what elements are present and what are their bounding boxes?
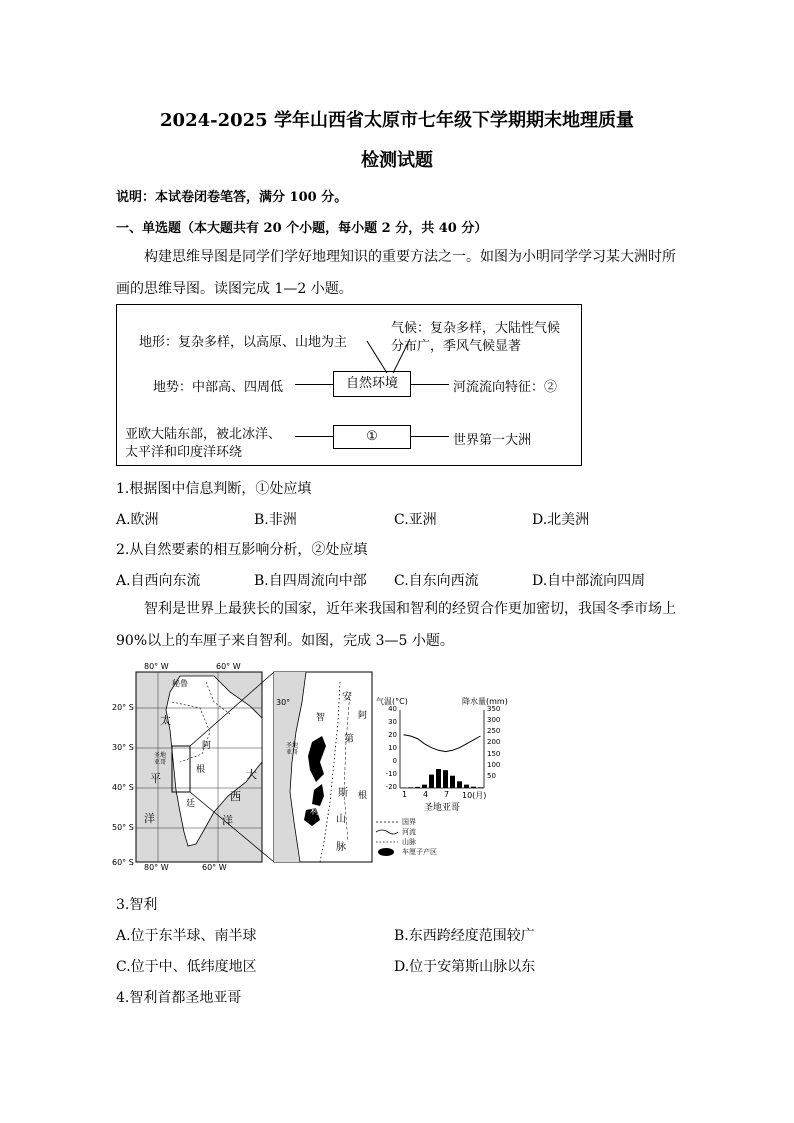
legend-cherry: 车厘子产区 xyxy=(402,848,437,856)
legend-mountain: 山脉 xyxy=(402,838,416,846)
month-tick: 1 xyxy=(402,790,408,799)
label-atlantic-3: 洋 xyxy=(222,814,233,827)
lat-label: 50° S xyxy=(112,823,134,832)
q1-option-c: C.亚洲 xyxy=(394,512,437,528)
precip-bar xyxy=(415,787,420,788)
mm-center-box: 自然环境 xyxy=(333,371,411,397)
chile-map-figure xyxy=(110,662,510,872)
legend-river: 河流 xyxy=(402,828,416,836)
label-pacific-3: 洋 xyxy=(144,812,155,825)
section-heading: 一、单选题（本大题共有 20 个小题，每小题 2 分，共 40 分） xyxy=(116,221,488,236)
q4-stem: 4.智利首都圣地亚哥 xyxy=(116,990,242,1006)
mm-line xyxy=(411,436,449,437)
label-santiago-main: 圣地亚哥 xyxy=(154,752,167,766)
inset-label-andes-1: 安 xyxy=(342,692,352,703)
mm-line xyxy=(295,384,333,385)
q2-option-b: B.自四周流向中部 xyxy=(254,573,367,589)
lon-top-2: 60° W xyxy=(216,662,241,671)
q3-option-d: D.位于安第斯山脉以东 xyxy=(394,959,536,975)
precip-tick: 250 xyxy=(487,727,501,736)
temp-tick: 20 xyxy=(388,731,397,739)
legend-river-symbol xyxy=(376,830,398,834)
temp-tick: -10 xyxy=(385,770,397,778)
inset-label-andes-4: 山 xyxy=(336,814,346,825)
exam-note: 说明：本试卷闭卷笔答，满分 100 分。 xyxy=(116,190,348,205)
mm-location-1: 亚欧大陆东部，被北冰洋、 xyxy=(125,427,282,442)
intro-paragraph-2: 智利是世界上最狭长的国家，近年来我国和智利的经贸合作更加密切，我国冬季市场上 90%以上的车厘子来自智利。如图，完成 3—5 小题。 xyxy=(116,601,676,649)
chile-map-svg xyxy=(110,662,510,872)
climate-chart-axes xyxy=(400,710,484,788)
legend-cherry-symbol xyxy=(378,848,394,856)
chart-precip-label: 降水量(mm) xyxy=(462,697,508,706)
lat-label: 60° S xyxy=(112,858,134,867)
lat-label: 40° S xyxy=(112,783,134,792)
inset-label-andes-2: 第 xyxy=(344,734,354,745)
month-tick: 10(月) xyxy=(462,791,487,800)
mm-blank-box: ① xyxy=(333,425,411,449)
mm-river: 河流流向特征：② xyxy=(453,380,558,395)
mm-line xyxy=(411,384,449,385)
temp-tick: 0 xyxy=(392,757,397,765)
precip-tick: 150 xyxy=(487,749,501,758)
mm-relief: 地势：中部高、四周低 xyxy=(153,380,284,395)
precip-bar xyxy=(429,775,434,788)
label-argentina-1: 阿 xyxy=(202,741,212,751)
q2-option-d: D.自中部流向四周 xyxy=(532,573,646,589)
mm-location-2: 太平洋和印度洋环绕 xyxy=(125,445,243,460)
temp-tick: 40 xyxy=(388,705,397,713)
inset-lat-label: 30° xyxy=(276,698,291,707)
precip-bar xyxy=(478,787,483,788)
mind-map xyxy=(116,304,582,466)
map-legend xyxy=(376,822,398,856)
climate-chart-bars xyxy=(401,769,483,788)
precip-bar xyxy=(464,785,469,788)
inset-label-santiago: 圣地亚哥 xyxy=(286,742,299,756)
label-pacific-1: 太 xyxy=(160,714,171,727)
legend-border: 国界 xyxy=(402,818,416,826)
month-tick: 4 xyxy=(423,790,429,799)
precip-bar xyxy=(436,769,441,788)
q1-option-b: B.非洲 xyxy=(254,512,297,528)
precip-bar xyxy=(422,785,427,788)
inset-label-andes-5: 脉 xyxy=(336,842,346,853)
inset-label-andes-3: 斯 xyxy=(338,788,348,799)
mm-line xyxy=(295,436,333,437)
label-peru: 秘鲁 xyxy=(172,679,188,688)
inset-label-argentina-1: 阿 xyxy=(358,711,368,721)
inset-label-chile-2: 利 xyxy=(310,807,320,817)
temp-tick: -20 xyxy=(385,783,397,791)
precip-tick: 300 xyxy=(487,716,501,725)
q1-stem: 1.根据图中信息判断，①处应填 xyxy=(116,481,312,497)
intro-paragraph-1: 构建思维导图是同学们学好地理知识的重要方法之一。如图为小明同学学习某大洲时所画的思维导图。读图完成 1—2 小题。 xyxy=(116,249,676,297)
precip-bar xyxy=(457,781,462,788)
q2-stem: 2.从自然要素的相互影响分析，②处应填 xyxy=(116,542,368,558)
label-atlantic-2: 西 xyxy=(230,790,241,803)
q1-option-d: D.北美洲 xyxy=(532,512,590,528)
inset-label-chile-1: 智 xyxy=(316,713,326,723)
q3-option-c: C.位于中、低纬度地区 xyxy=(116,959,257,975)
temp-tick: 10 xyxy=(388,744,397,752)
q3-stem: 3.智利 xyxy=(116,897,158,913)
inset-label-argentina-2: 根 xyxy=(358,791,368,801)
precip-tick: 100 xyxy=(487,760,501,769)
mm-largest: 世界第一大洲 xyxy=(453,433,532,448)
label-pacific-2: 平 xyxy=(150,772,161,785)
page-title: 2024-2025 学年山西省太原市七年级下学期期末地理质量 xyxy=(160,110,634,131)
q3-option-a: A.位于东半球、南半球 xyxy=(116,928,257,944)
chart-station-name: 圣地亚哥 xyxy=(424,803,461,813)
lon-top-1: 80° W xyxy=(144,662,169,671)
precip-bar xyxy=(450,776,455,788)
precip-bar xyxy=(443,770,448,788)
lon-bottom-2: 60° W xyxy=(202,863,227,872)
precip-tick: 350 xyxy=(487,705,501,713)
label-argentina-2: 根 xyxy=(196,765,206,775)
mm-terrain: 地形：复杂多样，以高原、山地为主 xyxy=(139,335,348,350)
label-atlantic-1: 大 xyxy=(246,768,257,781)
q3-option-b: B.东西跨经度范围较广 xyxy=(394,928,535,944)
page-subtitle: 检测试题 xyxy=(361,150,433,171)
q2-option-c: C.自东向西流 xyxy=(394,573,479,589)
temp-tick: 30 xyxy=(388,718,397,726)
label-argentina-3: 廷 xyxy=(186,799,196,809)
mm-climate-1: 气候：复杂多样，大陆性气候 xyxy=(391,321,561,336)
lat-label: 20° S xyxy=(112,703,134,712)
chart-temp-label: 气温(°C) xyxy=(376,697,408,706)
lon-bottom-1: 80° W xyxy=(144,863,169,872)
mm-climate-2: 分布广，季风气候显著 xyxy=(391,339,522,354)
precip-tick: 200 xyxy=(487,738,501,747)
q2-option-a: A.自西向东流 xyxy=(116,573,201,589)
temperature-line xyxy=(404,735,481,752)
precip-bar xyxy=(471,787,476,788)
q1-option-a: A.欧洲 xyxy=(116,512,159,528)
month-tick: 7 xyxy=(444,790,450,799)
precip-bar xyxy=(408,787,413,788)
lat-label: 30° S xyxy=(112,743,134,752)
precip-tick: 50 xyxy=(487,771,496,780)
